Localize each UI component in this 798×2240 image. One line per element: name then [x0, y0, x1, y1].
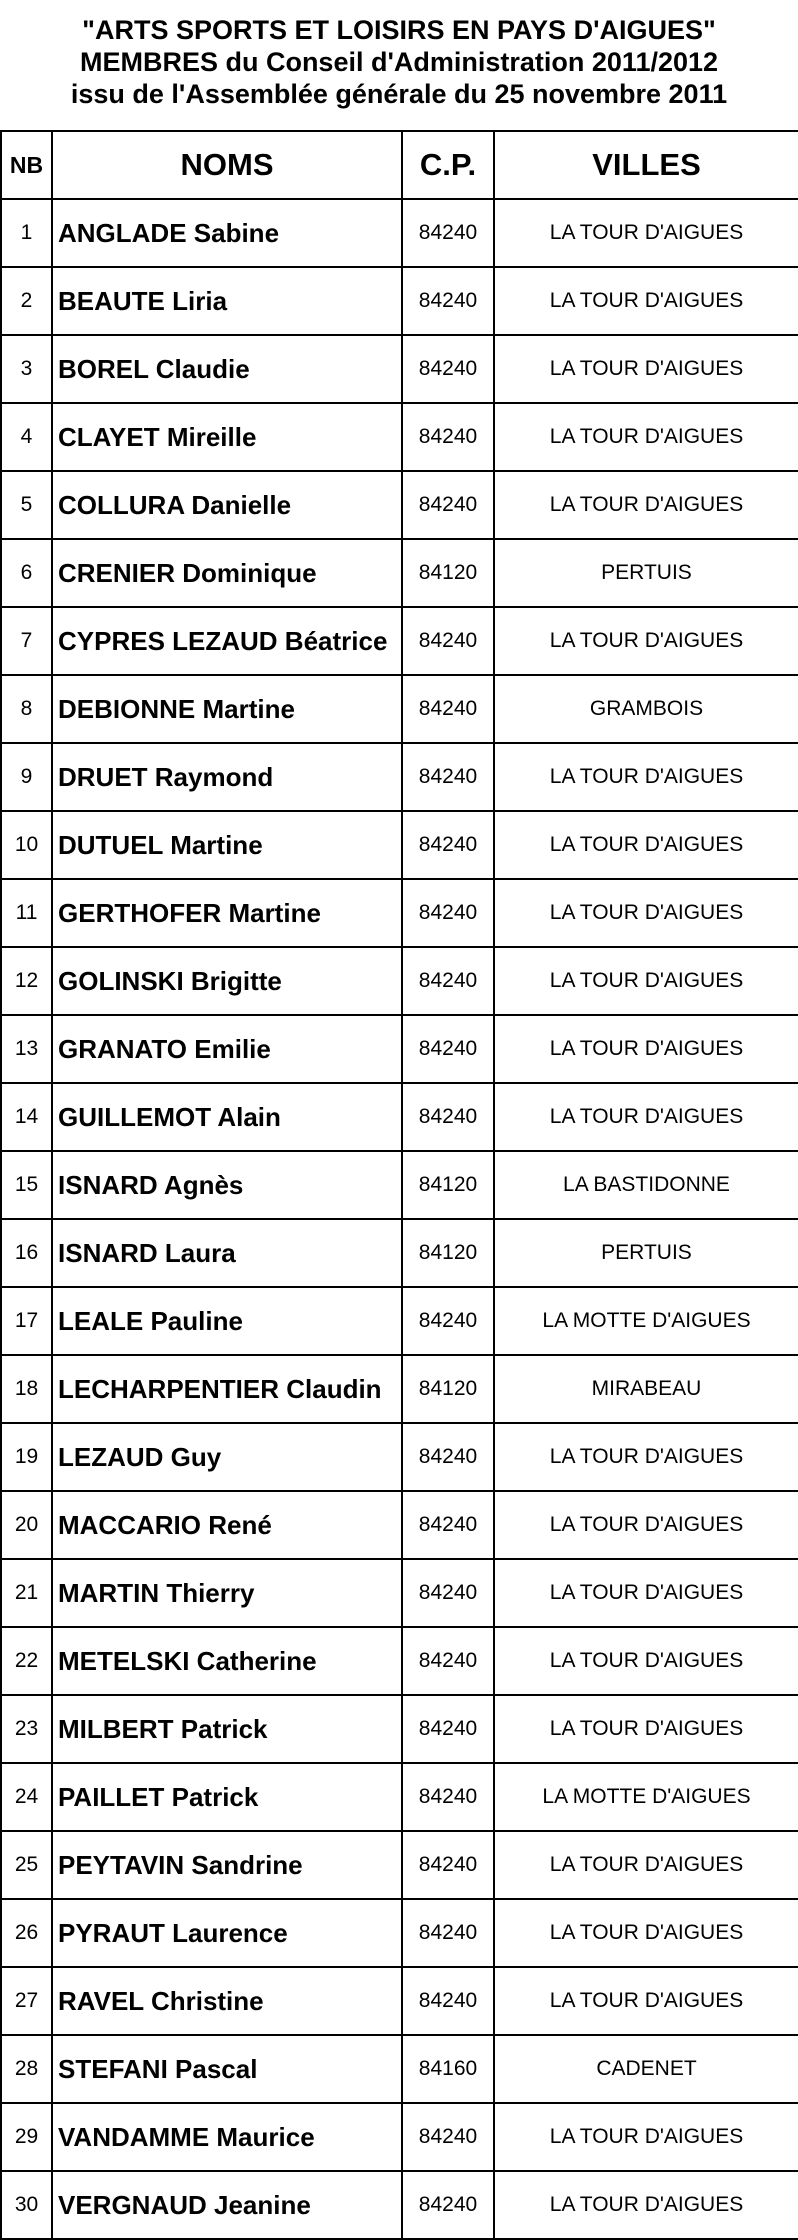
- cell-nb: 2: [1, 267, 52, 335]
- cell-cp: 84240: [402, 1423, 494, 1491]
- cell-ville: LA TOUR D'AIGUES: [494, 335, 798, 403]
- cell-cp: 84240: [402, 335, 494, 403]
- cell-cp: 84240: [402, 1899, 494, 1967]
- cell-nom: MILBERT Patrick: [52, 1695, 402, 1763]
- cell-ville: LA TOUR D'AIGUES: [494, 743, 798, 811]
- column-header-nb: NB: [1, 131, 52, 199]
- cell-nom: RAVEL Christine: [52, 1967, 402, 2035]
- cell-nom: DEBIONNE Martine: [52, 675, 402, 743]
- cell-ville: PERTUIS: [494, 539, 798, 607]
- cell-nom: ISNARD Agnès: [52, 1151, 402, 1219]
- cell-nom: ANGLADE Sabine: [52, 199, 402, 267]
- table-row: [1, 199, 798, 267]
- cell-nb: 30: [1, 2171, 52, 2239]
- cell-nb: 13: [1, 1015, 52, 1083]
- cell-cp: 84240: [402, 1015, 494, 1083]
- cell-nom: PEYTAVIN Sandrine: [52, 1831, 402, 1899]
- cell-cp: 84160: [402, 2035, 494, 2103]
- table-row: [1, 1899, 798, 1967]
- cell-ville: LA TOUR D'AIGUES: [494, 879, 798, 947]
- table-row: [1, 1355, 798, 1423]
- cell-cp: 84240: [402, 1287, 494, 1355]
- cell-nb: 20: [1, 1491, 52, 1559]
- cell-ville: LA TOUR D'AIGUES: [494, 199, 798, 267]
- table-row: [1, 539, 798, 607]
- cell-nom: MARTIN Thierry: [52, 1559, 402, 1627]
- cell-nb: 25: [1, 1831, 52, 1899]
- cell-nb: 9: [1, 743, 52, 811]
- cell-cp: 84240: [402, 675, 494, 743]
- cell-nb: 18: [1, 1355, 52, 1423]
- document-subtitle: MEMBRES du Conseil d'Administration 2011/2012: [79, 47, 719, 77]
- cell-nb: 5: [1, 471, 52, 539]
- table-row: [1, 1083, 798, 1151]
- cell-nom: DUTUEL Martine: [52, 811, 402, 879]
- table-row: [1, 1695, 798, 1763]
- cell-nom: DRUET Raymond: [52, 743, 402, 811]
- cell-ville: LA TOUR D'AIGUES: [494, 403, 798, 471]
- table-row: [1, 1763, 798, 1831]
- table-row: [1, 2171, 798, 2239]
- table-row: [1, 267, 798, 335]
- table-row: [1, 1015, 798, 1083]
- cell-ville: LA MOTTE D'AIGUES: [494, 1287, 798, 1355]
- cell-nb: 4: [1, 403, 52, 471]
- cell-ville: LA BASTIDONNE: [494, 1151, 798, 1219]
- cell-ville: LA TOUR D'AIGUES: [494, 1491, 798, 1559]
- cell-nb: 12: [1, 947, 52, 1015]
- cell-cp: 84120: [402, 1219, 494, 1287]
- cell-nom: CYPRES LEZAUD Béatrice: [52, 607, 402, 675]
- document-title: "ARTS SPORTS ET LOISIRS EN PAYS D'AIGUES": [82, 15, 716, 45]
- cell-cp: 84240: [402, 1967, 494, 2035]
- cell-ville: LA TOUR D'AIGUES: [494, 267, 798, 335]
- cell-nb: 15: [1, 1151, 52, 1219]
- members-table: [0, 130, 798, 2240]
- cell-ville: LA TOUR D'AIGUES: [494, 1423, 798, 1491]
- table-row: [1, 1423, 798, 1491]
- cell-cp: 84240: [402, 607, 494, 675]
- table-row: [1, 1559, 798, 1627]
- cell-cp: 84240: [402, 199, 494, 267]
- table-header-row: [1, 131, 798, 199]
- cell-nb: 1: [1, 199, 52, 267]
- cell-cp: 84120: [402, 539, 494, 607]
- cell-cp: 84240: [402, 811, 494, 879]
- cell-nb: 8: [1, 675, 52, 743]
- cell-nb: 24: [1, 1763, 52, 1831]
- cell-nom: VANDAMME Maurice: [52, 2103, 402, 2171]
- cell-ville: LA TOUR D'AIGUES: [494, 1831, 798, 1899]
- cell-cp: 84240: [402, 1491, 494, 1559]
- table-row: [1, 743, 798, 811]
- cell-cp: 84240: [402, 1627, 494, 1695]
- cell-nom: LEZAUD Guy: [52, 1423, 402, 1491]
- cell-nb: 29: [1, 2103, 52, 2171]
- cell-cp: 84240: [402, 471, 494, 539]
- cell-nom: LEALE Pauline: [52, 1287, 402, 1355]
- cell-nb: 21: [1, 1559, 52, 1627]
- column-header-noms: NOMS: [52, 131, 402, 199]
- cell-nb: 10: [1, 811, 52, 879]
- cell-nom: VERGNAUD Jeanine: [52, 2171, 402, 2239]
- cell-cp: 84240: [402, 267, 494, 335]
- cell-ville: LA TOUR D'AIGUES: [494, 811, 798, 879]
- table-row: [1, 1151, 798, 1219]
- table-row: [1, 403, 798, 471]
- cell-nom: MACCARIO René: [52, 1491, 402, 1559]
- cell-nb: 26: [1, 1899, 52, 1967]
- cell-nb: 16: [1, 1219, 52, 1287]
- cell-nb: 22: [1, 1627, 52, 1695]
- cell-ville: LA MOTTE D'AIGUES: [494, 1763, 798, 1831]
- cell-ville: LA TOUR D'AIGUES: [494, 2103, 798, 2171]
- cell-nb: 28: [1, 2035, 52, 2103]
- cell-nb: 3: [1, 335, 52, 403]
- cell-ville: LA TOUR D'AIGUES: [494, 1015, 798, 1083]
- cell-nom: PAILLET Patrick: [52, 1763, 402, 1831]
- cell-ville: GRAMBOIS: [494, 675, 798, 743]
- cell-cp: 84240: [402, 1083, 494, 1151]
- cell-nb: 14: [1, 1083, 52, 1151]
- cell-cp: 84240: [402, 743, 494, 811]
- table-row: [1, 1831, 798, 1899]
- document-subtitle-date: issu de l'Assemblée générale du 25 novembre 2011: [70, 79, 728, 109]
- cell-nb: 7: [1, 607, 52, 675]
- cell-ville: LA TOUR D'AIGUES: [494, 471, 798, 539]
- cell-cp: 84120: [402, 1355, 494, 1423]
- cell-ville: LA TOUR D'AIGUES: [494, 1627, 798, 1695]
- cell-cp: 84120: [402, 1151, 494, 1219]
- cell-ville: LA TOUR D'AIGUES: [494, 1559, 798, 1627]
- table-row: [1, 1219, 798, 1287]
- table-row: [1, 1627, 798, 1695]
- cell-cp: 84240: [402, 879, 494, 947]
- cell-nom: ISNARD Laura: [52, 1219, 402, 1287]
- cell-nom: GERTHOFER Martine: [52, 879, 402, 947]
- cell-nom: STEFANI Pascal: [52, 2035, 402, 2103]
- cell-nb: 11: [1, 879, 52, 947]
- cell-cp: 84240: [402, 403, 494, 471]
- table-row: [1, 1287, 798, 1355]
- cell-ville: LA TOUR D'AIGUES: [494, 2171, 798, 2239]
- cell-nom: CLAYET Mireille: [52, 403, 402, 471]
- cell-ville: LA TOUR D'AIGUES: [494, 1695, 798, 1763]
- cell-ville: LA TOUR D'AIGUES: [494, 607, 798, 675]
- cell-nom: GOLINSKI Brigitte: [52, 947, 402, 1015]
- cell-cp: 84240: [402, 1763, 494, 1831]
- cell-cp: 84240: [402, 2103, 494, 2171]
- table-row: [1, 2103, 798, 2171]
- cell-nb: 23: [1, 1695, 52, 1763]
- table-row: [1, 335, 798, 403]
- table-row: [1, 607, 798, 675]
- cell-cp: 84240: [402, 2171, 494, 2239]
- cell-ville: LA TOUR D'AIGUES: [494, 1083, 798, 1151]
- cell-nom: CRENIER Dominique: [52, 539, 402, 607]
- cell-cp: 84240: [402, 947, 494, 1015]
- cell-nb: 6: [1, 539, 52, 607]
- cell-nom: METELSKI Catherine: [52, 1627, 402, 1695]
- cell-ville: CADENET: [494, 2035, 798, 2103]
- cell-ville: LA TOUR D'AIGUES: [494, 1899, 798, 1967]
- cell-nom: LECHARPENTIER Claudin: [52, 1355, 402, 1423]
- cell-nom: GUILLEMOT Alain: [52, 1083, 402, 1151]
- table-row: [1, 1967, 798, 2035]
- column-header-cp: C.P.: [402, 131, 494, 199]
- cell-nom: COLLURA Danielle: [52, 471, 402, 539]
- cell-nb: 19: [1, 1423, 52, 1491]
- cell-nb: 17: [1, 1287, 52, 1355]
- cell-nom: PYRAUT Laurence: [52, 1899, 402, 1967]
- table-row: [1, 811, 798, 879]
- document-header: [0, 0, 798, 130]
- table-row: [1, 879, 798, 947]
- column-header-villes: VILLES: [494, 131, 798, 199]
- table-row: [1, 471, 798, 539]
- cell-cp: 84240: [402, 1559, 494, 1627]
- cell-ville: LA TOUR D'AIGUES: [494, 947, 798, 1015]
- table-row: [1, 2035, 798, 2103]
- cell-cp: 84240: [402, 1695, 494, 1763]
- cell-nom: BEAUTE Liria: [52, 267, 402, 335]
- cell-ville: MIRABEAU: [494, 1355, 798, 1423]
- cell-nom: GRANATO Emilie: [52, 1015, 402, 1083]
- table-row: [1, 947, 798, 1015]
- table-row: [1, 675, 798, 743]
- cell-ville: PERTUIS: [494, 1219, 798, 1287]
- cell-nb: 27: [1, 1967, 52, 2035]
- cell-nom: BOREL Claudie: [52, 335, 402, 403]
- table-row: [1, 1491, 798, 1559]
- cell-cp: 84240: [402, 1831, 494, 1899]
- cell-ville: LA TOUR D'AIGUES: [494, 1967, 798, 2035]
